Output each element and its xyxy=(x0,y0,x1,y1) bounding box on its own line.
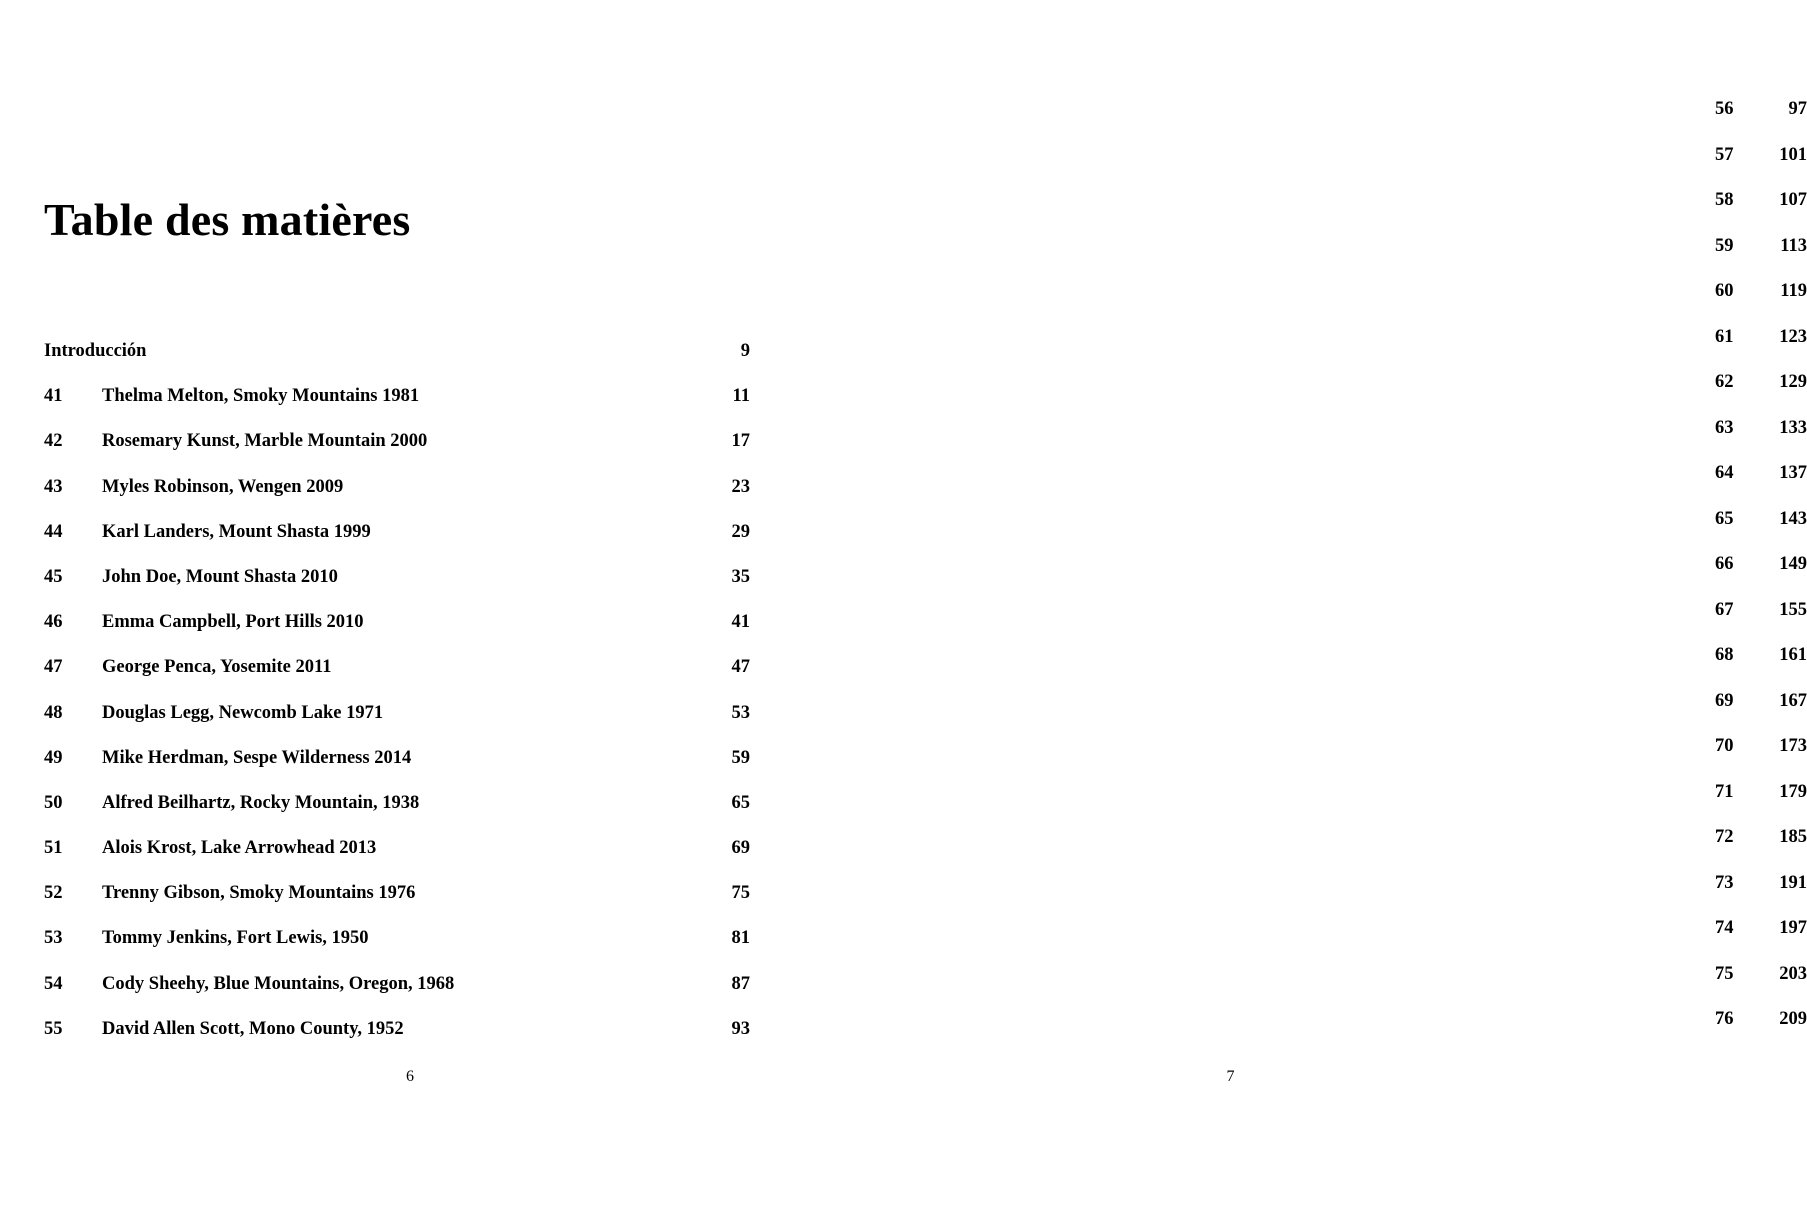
entry-page-number: 161 xyxy=(1779,645,1807,665)
entry-title: Tommy Jenkins, Fort Lewis, 1950 xyxy=(102,928,369,949)
entry-page-number: 81 xyxy=(731,928,750,949)
entry-number: 56 xyxy=(1715,99,1734,119)
entry-page-number: 167 xyxy=(1779,690,1807,711)
entry-number: 52 xyxy=(44,883,63,904)
toc-entry[interactable] xyxy=(44,838,750,883)
toc-entry[interactable] xyxy=(44,386,750,431)
toc-entry[interactable] xyxy=(44,928,750,973)
entry-page-number: 191 xyxy=(1779,872,1807,893)
entry-page-number: 29 xyxy=(731,521,750,542)
entry-page-number: 133 xyxy=(1779,417,1807,438)
entry-number: 74 xyxy=(1715,918,1734,938)
entry-page-number: 41 xyxy=(731,612,750,633)
entry-number: 43 xyxy=(44,476,63,497)
entry-title: Alfred Beilhartz, Rocky Mountain, 1938 xyxy=(102,792,420,813)
entry-number: 44 xyxy=(44,521,63,542)
entry-title: Karl Landers, Mount Shasta 1999 xyxy=(102,521,371,542)
entry-page-number: 209 xyxy=(1779,1009,1807,1029)
toc-entry[interactable] xyxy=(44,793,750,838)
entry-page-number: 69 xyxy=(731,838,750,859)
entry-page-number: 93 xyxy=(731,1018,750,1039)
entry-page-number: 23 xyxy=(731,476,750,497)
entry-number: 71 xyxy=(1715,781,1734,802)
entry-number: 65 xyxy=(1715,508,1734,529)
entry-number: 67 xyxy=(1715,599,1734,620)
entry-number: 60 xyxy=(1715,281,1734,301)
entry-title: Myles Robinson, Wengen 2009 xyxy=(102,476,344,497)
toc-entry[interactable] xyxy=(44,1019,750,1064)
entry-page-number: 155 xyxy=(1779,599,1807,620)
toc-entry[interactable] xyxy=(44,748,750,793)
entry-page-number: 129 xyxy=(1779,372,1807,392)
entry-number: 57 xyxy=(1715,144,1734,165)
entry-number: 49 xyxy=(44,747,63,768)
entry-page-number: 137 xyxy=(1779,463,1807,483)
entry-number: 45 xyxy=(44,566,63,587)
entry-page-number: 97 xyxy=(1788,99,1807,119)
entry-title: Mike Herdman, Sespe Wilderness 2014 xyxy=(102,747,412,768)
toc-entry[interactable] xyxy=(44,477,750,522)
entry-page-number: 203 xyxy=(1779,963,1807,984)
folio-left: 6 xyxy=(406,1068,414,1085)
entry-title: Cody Sheehy, Blue Mountains, Oregon, 1968 xyxy=(102,973,455,994)
entry-page-number: 123 xyxy=(1779,326,1807,347)
entry-title: Trenny Gibson, Smoky Mountains 1976 xyxy=(102,883,416,904)
entry-number: 75 xyxy=(1715,963,1734,984)
entry-page-number: 35 xyxy=(731,566,750,587)
entry-number: 58 xyxy=(1715,190,1734,210)
entry-number: 50 xyxy=(44,792,63,813)
entry-number: 59 xyxy=(1715,235,1734,256)
entry-number: 66 xyxy=(1715,554,1734,574)
entry-title: Rosemary Kunst, Marble Mountain 2000 xyxy=(102,431,428,452)
entry-page-number: 53 xyxy=(731,702,750,723)
entry-number: 48 xyxy=(44,702,63,723)
entry-page-number: 173 xyxy=(1779,736,1807,756)
entry-title: Thelma Melton, Smoky Mountains 1981 xyxy=(102,386,420,407)
page-left xyxy=(0,0,820,1232)
entry-number: 46 xyxy=(44,612,63,633)
entry-number: 68 xyxy=(1715,645,1734,665)
entry-page-number: 143 xyxy=(1779,508,1807,529)
toc-entry-introduction[interactable] xyxy=(44,341,750,386)
entry-title: Alois Krost, Lake Arrowhead 2013 xyxy=(102,838,377,859)
entry-title: David Allen Scott, Mono County, 1952 xyxy=(102,1018,404,1039)
entry-number: 61 xyxy=(1715,326,1734,347)
entry-page-number: 113 xyxy=(1780,235,1807,256)
toc-entry[interactable] xyxy=(44,522,750,567)
entry-page-number: 101 xyxy=(1779,144,1807,165)
entry-number: 62 xyxy=(1715,372,1734,392)
entry-page-number: 17 xyxy=(731,431,750,452)
toc-entry[interactable] xyxy=(44,883,750,928)
folio-right: 7 xyxy=(1226,1068,1235,1085)
entry-number: 69 xyxy=(1715,690,1734,711)
entry-number: 70 xyxy=(1715,736,1734,756)
entry-title: Emma Campbell, Port Hills 2010 xyxy=(102,612,364,633)
toc-list-left xyxy=(44,341,750,1064)
entry-page-number: 149 xyxy=(1779,554,1807,574)
toc-entry[interactable] xyxy=(44,703,750,748)
toc-entry[interactable] xyxy=(44,974,750,1019)
entry-page-number: 87 xyxy=(731,973,750,994)
entry-page-number: 11 xyxy=(732,386,750,407)
entry-page-number: 179 xyxy=(1779,781,1807,802)
entry-number: 55 xyxy=(44,1018,63,1039)
entry-title: Douglas Legg, Newcomb Lake 1971 xyxy=(102,702,384,723)
entry-page-number: 107 xyxy=(1779,190,1807,210)
entry-title: John Doe, Mount Shasta 2010 xyxy=(102,566,338,587)
entry-page-number: 119 xyxy=(1780,281,1807,301)
entry-number: 54 xyxy=(44,973,63,994)
entry-number: 41 xyxy=(44,386,63,407)
entry-number: 64 xyxy=(1715,463,1734,483)
entry-number: 42 xyxy=(44,431,63,452)
entry-title: Introducción xyxy=(44,341,147,361)
entry-number: 53 xyxy=(44,928,63,949)
entry-page-number: 75 xyxy=(731,883,750,904)
entry-page-number: 59 xyxy=(731,747,750,768)
page-title: Table des matières xyxy=(44,194,411,245)
toc-entry[interactable] xyxy=(44,567,750,612)
entry-number: 63 xyxy=(1715,417,1734,438)
toc-entry[interactable] xyxy=(44,657,750,702)
entry-page-number: 197 xyxy=(1779,918,1807,938)
toc-entry[interactable] xyxy=(44,612,750,657)
entry-number: 51 xyxy=(44,838,63,859)
toc-entry[interactable] xyxy=(44,431,750,476)
entry-page-number: 9 xyxy=(740,341,750,361)
entry-title: George Penca, Yosemite 2011 xyxy=(102,657,332,678)
entry-page-number: 65 xyxy=(731,792,750,813)
entry-page-number: 185 xyxy=(1779,827,1807,847)
entry-number: 47 xyxy=(44,657,63,678)
entry-number: 73 xyxy=(1715,872,1734,893)
entry-page-number: 47 xyxy=(731,657,750,678)
entry-number: 72 xyxy=(1715,827,1734,847)
page-right xyxy=(820,0,1807,1232)
entry-number: 76 xyxy=(1715,1009,1734,1029)
